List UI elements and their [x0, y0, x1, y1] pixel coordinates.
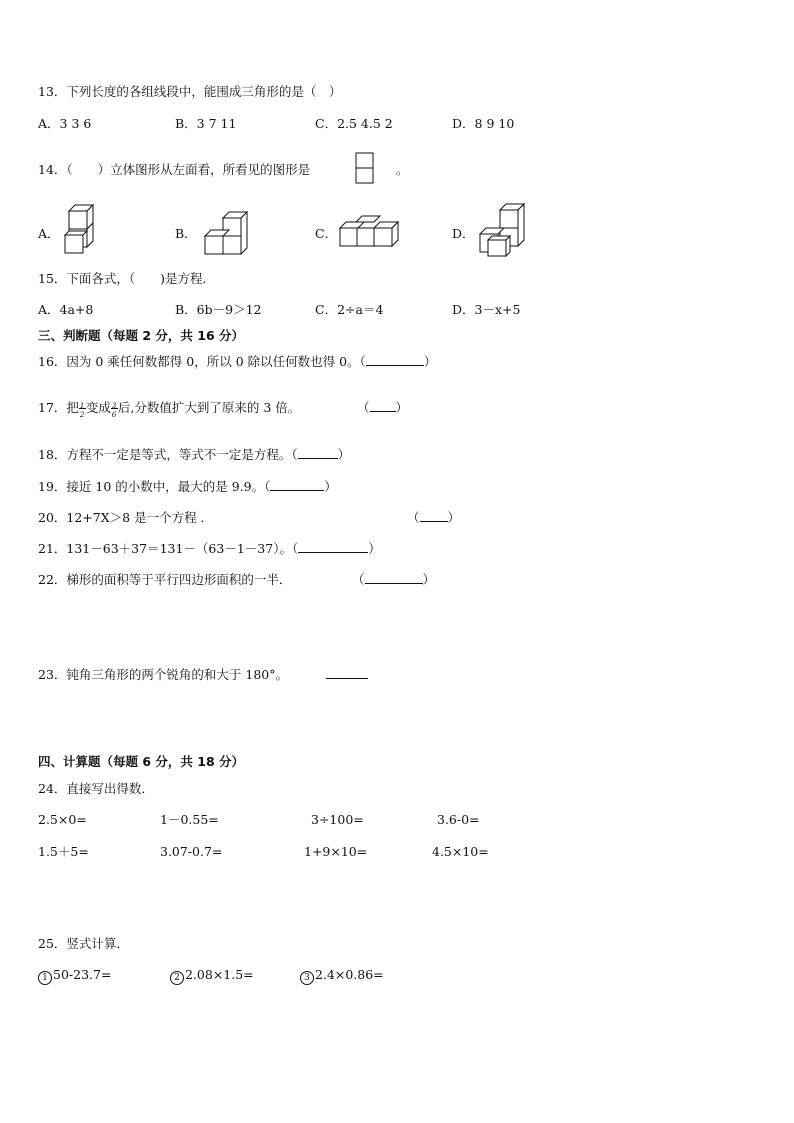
q17-post: 后,分数值扩大到了原来的 3 倍。 — [117, 400, 301, 415]
q25-stem: 25．竖式计算． — [38, 936, 129, 951]
q24-stem: 24．直接写出得数． — [38, 781, 154, 796]
q14-stem-end: 。 — [396, 162, 409, 177]
q20-answer: （ ） — [407, 510, 461, 525]
q16-answer-blank[interactable] — [366, 354, 424, 366]
section-4-heading: 四、计算题（每题 6 分，共 18 分） — [38, 754, 245, 769]
option-b-cubes-figure — [203, 210, 249, 256]
q24-row2-item2: 3.07-0.7= — [160, 844, 223, 859]
q17-answer-blank[interactable] — [370, 400, 396, 412]
q24-row2-item3: 1+9×10= — [304, 844, 368, 859]
q22-answer: （ ） — [352, 572, 436, 587]
q24-row1-item3: 3÷100= — [311, 812, 364, 827]
q18-text: 18．方程不一定是等式，等式不一定是方程。（ — [38, 447, 298, 462]
q14-option-c[interactable]: C． — [315, 226, 338, 241]
q21: 21．131－63＋37＝131－（63－1－37）。（ ） — [38, 541, 381, 556]
q23-answer — [326, 667, 368, 683]
option-a-cubes-figure — [63, 205, 103, 255]
left-view-figure — [355, 152, 375, 186]
q21-text: 21．131－63＋37＝131－（63－1－37）。（ — [38, 541, 299, 556]
fraction-three-sixths: 3 6 — [111, 402, 117, 419]
q19-answer-blank[interactable] — [270, 479, 324, 491]
q17-pre: 17．把 — [38, 400, 79, 415]
q16 — [38, 354, 436, 370]
q22-answer-blank[interactable] — [365, 572, 423, 584]
q22-text: 22．梯形的面积等于平行四边形面积的一半． — [38, 572, 292, 587]
q18-answer-blank[interactable] — [298, 447, 338, 459]
q25-item-3: 3 2.4×0.86= — [300, 967, 384, 985]
option-d-cubes-figure — [476, 204, 528, 260]
q17-mid: 变成 — [85, 400, 111, 415]
q14-option-b[interactable]: B． — [175, 226, 197, 241]
q13-stem: 13．下列长度的各组线段中，能围成三角形的是（ ） — [38, 84, 342, 99]
circled-number-3: 3 — [300, 971, 314, 985]
q14-option-d[interactable]: D． — [452, 226, 475, 241]
option-c-cubes-figure — [338, 214, 400, 248]
circled-number-2: 2 — [170, 971, 184, 985]
q20-text: 20．12+7X＞8 是一个方程 ． — [38, 510, 214, 525]
q16-text: 16．因为 0 乘任何数都得 0，所以 0 除以任何数也得 0。（ — [38, 354, 366, 369]
circled-number-1: 1 — [38, 971, 52, 985]
q24-row1-item4: 3.6-0= — [437, 812, 480, 827]
q13-option-b[interactable]: B．3 7 11 — [175, 116, 237, 131]
q15-option-c[interactable]: C．2÷a＝4 — [315, 302, 384, 317]
q25-item-1: 1 50-23.7= — [38, 967, 111, 985]
q24-row2-item1: 1.5＋5= — [38, 844, 89, 859]
q17-answer: （ ） — [357, 400, 409, 415]
q24-row1-item1: 2.5×0= — [38, 812, 87, 827]
q19-text: 19．接近 10 的小数中，最大的是 9.9。（ — [38, 479, 271, 494]
q25-item-2: 2 2.08×1.5= — [170, 967, 254, 985]
q19: 19．接近 10 的小数中，最大的是 9.9。（ ） — [38, 479, 337, 494]
q23-text: 23．钝角三角形的两个锐角的和大于 180°。 — [38, 667, 288, 682]
q15-option-d[interactable]: D．3－x+5 — [452, 302, 521, 317]
q18: 18．方程不一定是等式，等式不一定是方程。（ ） — [38, 447, 351, 462]
q14-stem: 14．（ ）立体图形从左面看，所看见的图形是 — [38, 162, 311, 177]
q14-option-a[interactable]: A． — [38, 226, 60, 241]
q23-answer-blank[interactable] — [326, 667, 368, 679]
q24-row1-item2: 1－0.55= — [160, 812, 219, 827]
q15-stem: 15．下面各式，（ )是方程． — [38, 271, 216, 286]
q21-answer-blank[interactable] — [298, 541, 368, 553]
q15-option-b[interactable]: B．6b－9＞12 — [175, 302, 262, 317]
q20-answer-blank[interactable] — [420, 510, 448, 522]
section-3-heading: 三、判断题（每题 2 分，共 16 分） — [38, 328, 245, 343]
q15-option-a[interactable]: A．4a+8 — [38, 302, 94, 317]
q17 — [38, 400, 301, 419]
fraction-one-half: 1 2 — [79, 402, 85, 419]
q24-row2-item4: 4.5×10= — [432, 844, 489, 859]
q13-option-c[interactable]: C．2.5 4.5 2 — [315, 116, 393, 131]
q13-option-d[interactable]: D．8 9 10 — [452, 116, 515, 131]
q16-close: ） — [423, 354, 437, 369]
q13-option-a[interactable]: A．3 3 6 — [38, 116, 92, 131]
